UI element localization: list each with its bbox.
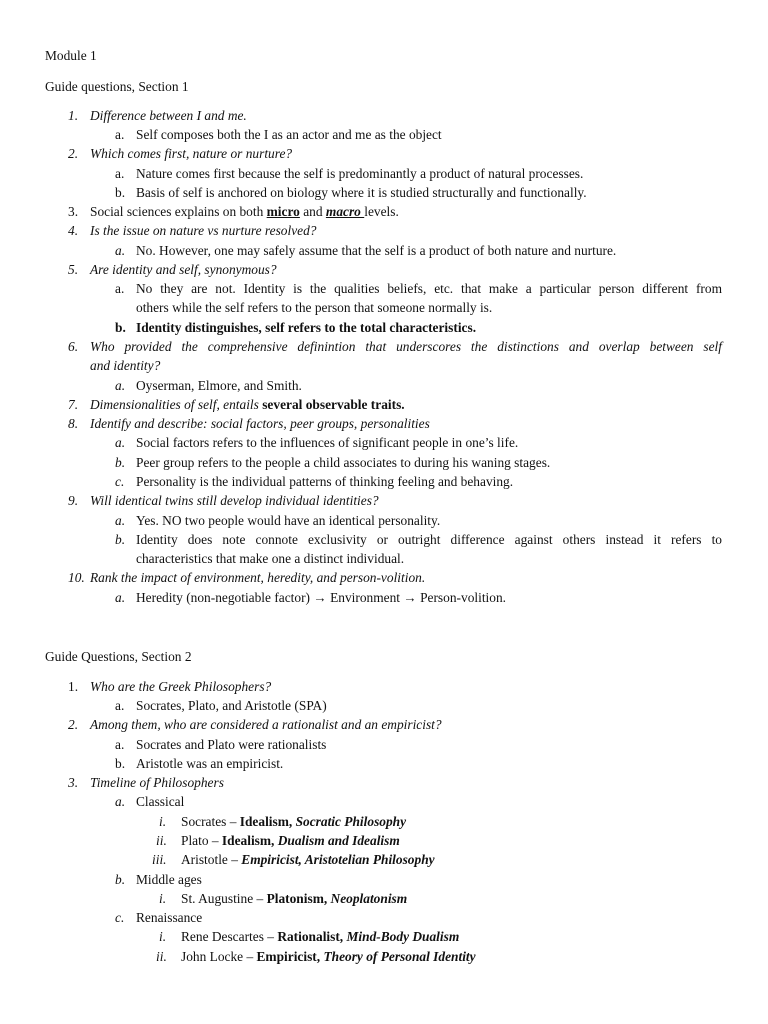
s1-q8c-text: Personality is the individual patterns of thinking feeling and behaving. <box>136 474 514 489</box>
s2-augustine-bolditalic: Neoplatonism <box>330 891 408 906</box>
s2-aristotle-number: iii. <box>152 852 167 867</box>
s2-renaissance-text: Renaissance <box>136 910 203 925</box>
s1-q4-text: Is the issue on nature vs nurture resolved? <box>90 223 317 238</box>
s2-socrates-text <box>181 812 406 831</box>
s2-middle-number: b. <box>115 872 126 887</box>
section2-title: Guide Questions, Section 2 <box>45 649 192 664</box>
s1-q8-number: 8. <box>68 416 79 431</box>
s1-q8a-number: a. <box>115 435 126 450</box>
s2-q2-number: 2. <box>68 717 79 732</box>
s1-q9-text: Will identical twins still develop individual identities? <box>90 493 379 508</box>
s1-q5a-number: a. <box>115 281 125 296</box>
s2-locke-name: John Locke – <box>181 949 257 964</box>
s2-augustine-bold: Platonism, <box>266 891 331 906</box>
section1-title: Guide questions, Section 1 <box>45 79 189 94</box>
s1-q6-line1: Who provided the comprehensive definintion that underscores the distinctions and overlap between self <box>90 339 722 354</box>
s2-plato-bold: Idealism, <box>221 833 278 848</box>
s2-augustine-text <box>181 889 407 908</box>
s2-locke-bolditalic: Theory of Personal Identity <box>323 949 476 964</box>
s2-socrates-bold: Idealism, <box>239 814 296 829</box>
s2-plato-name: Plato – <box>181 833 222 848</box>
s1-q3-pre: Social sciences explains on both <box>90 204 267 219</box>
s1-q5a-line1: No they are not. Identity is the qualities beliefs, etc. that make a particular person different from <box>136 281 722 296</box>
s1-q3-micro: micro <box>266 204 300 219</box>
s1-q5b-text: Identity distinguishes, self refers to the total characteristics. <box>136 320 477 335</box>
s1-q3-macro: macro <box>325 204 365 219</box>
s2-plato-number: ii. <box>156 833 167 848</box>
s2-q2a-text: Socrates and Plato were rationalists <box>136 737 327 752</box>
s1-q8-text: Identify and describe: social factors, peer groups, personalities <box>90 416 430 431</box>
s2-descartes-text <box>181 927 459 946</box>
s1-q8b-number: b. <box>115 455 126 470</box>
s2-renaissance-number: c. <box>115 910 125 925</box>
s2-locke-text <box>181 947 476 966</box>
s1-q5-text: Are identity and self, synonymous? <box>90 262 277 277</box>
s1-q2b-text: Basis of self is anchored on biology where it is studied structurally and functionally. <box>136 185 587 200</box>
s1-q9a-text: Yes. NO two people would have an identical personality. <box>136 513 441 528</box>
s1-q2a-number: a. <box>115 166 125 181</box>
s1-q5a-line2: others while the self refers to the person that someone normally is. <box>136 300 493 315</box>
s2-q3-number: 3. <box>68 775 79 790</box>
s2-plato-bolditalic: Dualism and Idealism <box>277 833 400 848</box>
s1-q10-number: 10. <box>68 570 85 585</box>
s2-locke-bold: Empiricist, <box>256 949 324 964</box>
s2-q1a-number: a. <box>115 698 125 713</box>
s1-q8a-text: Social factors refers to the influences of significant people in one’s life. <box>136 435 519 450</box>
s2-q2b-text: Aristotle was an empiricist. <box>136 756 284 771</box>
s1-q8c-number: c. <box>115 474 125 489</box>
s1-q3-text <box>90 202 399 221</box>
s1-q9b-number: b. <box>115 532 126 547</box>
module-title: Module 1 <box>45 48 97 63</box>
s2-q2-text: Among them, who are considered a rationalist and an empiricist? <box>90 717 442 732</box>
s1-q1-text: Difference between I and me. <box>90 108 247 123</box>
s2-augustine-number: i. <box>159 891 167 906</box>
s1-q7-bold: several observable traits. <box>262 397 405 412</box>
s1-q3-number: 3. <box>68 204 79 219</box>
s1-q8b-text: Peer group refers to the people a child associates to during his waning stages. <box>136 455 551 470</box>
s1-q6-number: 6. <box>68 339 79 354</box>
s1-q6a-text: Oyserman, Elmore, and Smith. <box>136 378 302 393</box>
s2-q1-number: 1. <box>68 679 79 694</box>
s2-descartes-bold: Rationalist, <box>277 929 347 944</box>
s2-socrates-number: i. <box>159 814 167 829</box>
s2-aristotle-bolditalic: Empiricist, Aristotelian Philosophy <box>241 852 435 867</box>
s1-q6a-number: a. <box>115 378 126 393</box>
s1-q5-number: 5. <box>68 262 79 277</box>
s1-q2b-number: b. <box>115 185 126 200</box>
s1-q9a-number: a. <box>115 513 126 528</box>
s1-q1a-text: Self composes both the I as an actor and me as the object <box>136 127 442 142</box>
s2-q2b-number: b. <box>115 756 126 771</box>
s2-aristotle-text <box>181 850 435 869</box>
s2-aristotle-name: Aristotle – <box>181 852 242 867</box>
s2-classical-text: Classical <box>136 794 185 809</box>
s1-q10a-number: a. <box>115 590 126 605</box>
s1-q10a-text: Heredity (non-negotiable factor) → Environment → Person-volition. <box>136 590 507 605</box>
s1-q4a-text: No. However, one may safely assume that the self is a product of both nature and nurture. <box>136 243 617 258</box>
s2-descartes-number: i. <box>159 929 167 944</box>
s2-socrates-bolditalic: Socratic Philosophy <box>295 814 407 829</box>
s1-q9-number: 9. <box>68 493 79 508</box>
s1-q4-number: 4. <box>68 223 79 238</box>
s1-q10-text: Rank the impact of environment, heredity, and person-volition. <box>90 570 426 585</box>
s1-q7-number: 7. <box>68 397 79 412</box>
s2-q2a-number: a. <box>115 737 125 752</box>
s2-classical-number: a. <box>115 794 126 809</box>
s1-q5b-number: b. <box>115 320 126 335</box>
s2-descartes-name: Rene Descartes – <box>181 929 278 944</box>
s1-q3-post: levels. <box>364 204 399 219</box>
s2-middle-text: Middle ages <box>136 872 202 887</box>
s2-augustine-name: St. Augustine – <box>181 891 267 906</box>
s1-q6-line2: and identity? <box>90 358 161 373</box>
s2-q1a-text: Socrates, Plato, and Aristotle (SPA) <box>136 698 327 713</box>
s2-q3-text: Timeline of Philosophers <box>90 775 224 790</box>
s1-q1a-number: a. <box>115 127 125 142</box>
s1-q3-and: and <box>299 204 326 219</box>
s2-q1-text: Who are the Greek Philosophers? <box>90 679 272 694</box>
s1-q7-italic: Dimensionalities of self, entails <box>90 397 263 412</box>
s2-descartes-bolditalic: Mind-Body Dualism <box>346 929 460 944</box>
s2-plato-text <box>181 831 400 850</box>
s1-q9b-line1: Identity does note connote exclusivity or outright difference against others instead it refers to <box>136 532 722 547</box>
s1-q2a-text: Nature comes first because the self is predominantly a product of natural processes. <box>136 166 584 181</box>
s1-q1-number: 1. <box>68 108 79 123</box>
s1-q7-text <box>90 395 405 414</box>
s1-q2-text: Which comes first, nature or nurture? <box>90 146 293 161</box>
s2-locke-number: ii. <box>156 949 167 964</box>
s1-q9b-line2: characteristics that make one a distinct individual. <box>136 551 405 566</box>
s1-q4a-number: a. <box>115 243 126 258</box>
s2-socrates-name: Socrates – <box>181 814 240 829</box>
s1-q2-number: 2. <box>68 146 79 161</box>
